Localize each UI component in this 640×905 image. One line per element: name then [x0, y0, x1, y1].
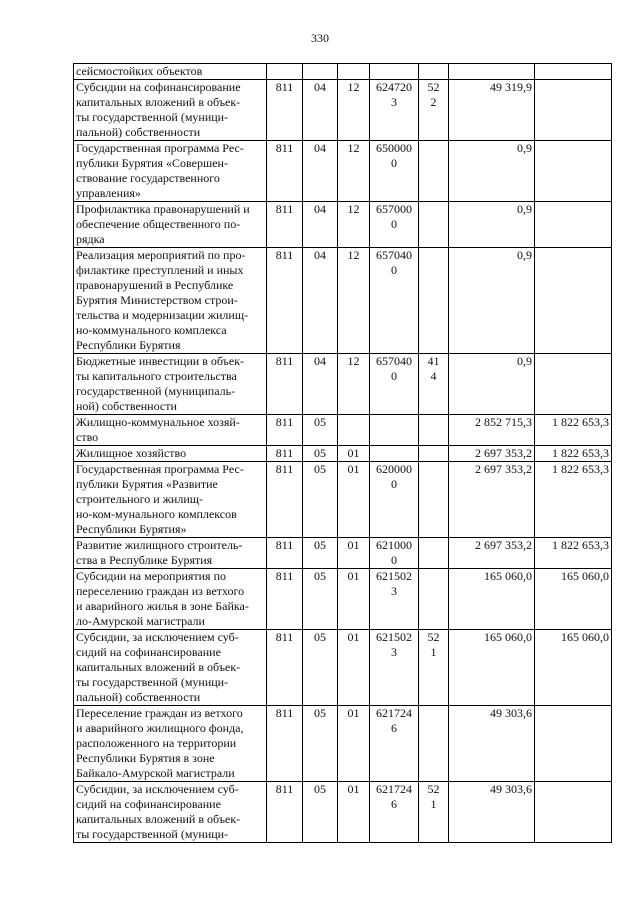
row-name-cell-line: Реализация мероприятий по про- — [76, 248, 246, 262]
row-name-cell-line: переселению граждан из ветхого — [76, 584, 245, 598]
subsection-code-cell: 12 — [338, 354, 370, 415]
row-name-cell-line: Субсидии на мероприятия по — [76, 569, 226, 583]
amount-cell-1: 2 852 715,3 — [449, 415, 535, 446]
expense-type-cell — [419, 354, 449, 415]
table-row — [74, 706, 612, 782]
row-name-cell-line: строительного и жилищ- — [76, 492, 203, 506]
subsection-code-cell: 12 — [338, 141, 370, 202]
target-article-cell-line: 624720 — [376, 80, 412, 94]
row-name-cell — [74, 202, 267, 248]
row-name-cell-line: рядка — [76, 232, 105, 246]
expense-type-cell — [419, 630, 449, 706]
section-code-cell: 04 — [303, 80, 338, 141]
expense-type-cell-line: 41 — [427, 354, 440, 368]
row-name-cell-line: управления» — [76, 186, 141, 200]
target-article-cell — [370, 80, 419, 141]
row-name-cell — [74, 782, 267, 843]
subsection-code-cell: 01 — [338, 706, 370, 782]
expense-type-cell-line: 1 — [430, 645, 437, 659]
row-name-cell — [74, 415, 267, 446]
amount-cell-1: 165 060,0 — [449, 569, 535, 630]
ministry-code-cell: 811 — [267, 354, 303, 415]
target-article-cell-line: 657040 — [376, 354, 412, 368]
row-name-cell-line: Республики Бурятия» — [76, 522, 187, 536]
expense-type-cell — [419, 706, 449, 782]
row-name-cell-line: филактике преступлений и иных — [76, 263, 244, 277]
row-name-cell-line: ство — [76, 430, 99, 444]
expense-type-cell — [419, 415, 449, 446]
row-name-cell-line: и аварийного жилья в зоне Байка- — [76, 599, 249, 613]
row-name-cell-line: ства в Республике Бурятия — [76, 553, 213, 567]
row-name-cell-line: Субсидии, за исключением суб- — [76, 782, 239, 796]
table-row — [74, 141, 612, 202]
amount-cell-1: 2 697 353,2 — [449, 538, 535, 569]
section-code-cell: 04 — [303, 248, 338, 354]
table-row — [74, 446, 612, 462]
expense-type-cell — [419, 80, 449, 141]
ministry-code-cell: 811 — [267, 141, 303, 202]
row-name-cell-line: и аварийного жилищного фонда, — [76, 721, 244, 735]
target-article-cell-line: 620000 — [376, 462, 412, 476]
table-row — [74, 630, 612, 706]
expense-type-cell-line: 4 — [430, 369, 437, 383]
target-article-cell — [370, 462, 419, 538]
row-name-cell-line: Субсидии, за исключением суб- — [76, 630, 239, 644]
expense-type-cell — [419, 462, 449, 538]
amount-cell-1: 165 060,0 — [449, 630, 535, 706]
target-article-cell-line: 3 — [391, 584, 397, 598]
ministry-code-cell: 811 — [267, 446, 303, 462]
target-article-cell — [370, 141, 419, 202]
subsection-code-cell: 12 — [338, 80, 370, 141]
target-article-cell — [370, 354, 419, 415]
row-name-cell-line: ты государственной (муници- — [76, 827, 229, 841]
target-article-cell-line: 621502 — [376, 569, 412, 583]
target-article-cell — [370, 415, 419, 446]
section-code-cell — [303, 64, 338, 80]
target-article-cell-line: 0 — [391, 477, 397, 491]
row-name-cell — [74, 706, 267, 782]
table-row — [74, 538, 612, 569]
expense-type-cell-line: 52 — [427, 80, 440, 94]
subsection-code-cell: 12 — [338, 202, 370, 248]
row-name-cell-line: государственной (муниципаль- — [76, 384, 236, 398]
row-name-cell — [74, 462, 267, 538]
table-row — [74, 248, 612, 354]
ministry-code-cell: 811 — [267, 782, 303, 843]
row-name-cell-line: но-коммунального комплекса — [76, 323, 227, 337]
row-name-cell — [74, 80, 267, 141]
table-row — [74, 462, 612, 538]
target-article-cell-line: 3 — [391, 95, 397, 109]
section-code-cell: 05 — [303, 462, 338, 538]
table-row — [74, 80, 612, 141]
ministry-code-cell: 811 — [267, 462, 303, 538]
ministry-code-cell: 811 — [267, 248, 303, 354]
row-name-cell-line: пальной) собственности — [76, 125, 201, 139]
ministry-code-cell: 811 — [267, 706, 303, 782]
row-name-cell-line: тельства и модернизации жилищ- — [76, 308, 249, 322]
row-name-cell-line: Переселение граждан из ветхого — [76, 706, 243, 720]
subsection-code-cell — [338, 64, 370, 80]
row-name-cell — [74, 446, 267, 462]
ministry-code-cell: 811 — [267, 415, 303, 446]
amount-cell-2 — [535, 202, 612, 248]
row-name-cell-line: правонарушений в Республике — [76, 278, 234, 292]
section-code-cell: 05 — [303, 538, 338, 569]
target-article-cell-line: 621502 — [376, 630, 412, 644]
ministry-code-cell: 811 — [267, 538, 303, 569]
amount-cell-2 — [535, 706, 612, 782]
expense-type-cell-line: 52 — [427, 782, 440, 796]
amount-cell-1: 2 697 353,2 — [449, 462, 535, 538]
row-name-cell-line: ты государственной (муници- — [76, 110, 229, 124]
expense-type-cell — [419, 202, 449, 248]
row-name-cell-line: ты капитального строительства — [76, 369, 237, 383]
target-article-cell-line: 621724 — [376, 706, 412, 720]
amount-cell-2: 1 822 653,3 — [535, 446, 612, 462]
subsection-code-cell: 01 — [338, 782, 370, 843]
amount-cell-1: 49 319,9 — [449, 80, 535, 141]
row-name-cell — [74, 64, 267, 80]
amount-cell-2: 165 060,0 — [535, 569, 612, 630]
row-name-cell-line: ствование государственного — [76, 171, 220, 185]
amount-cell-2 — [535, 782, 612, 843]
subsection-code-cell: 01 — [338, 630, 370, 706]
target-article-cell — [370, 446, 419, 462]
expense-type-cell — [419, 569, 449, 630]
row-name-cell-line: публики Бурятия «Развитие — [76, 477, 218, 491]
row-name-cell-line: Жилищно-коммунальное хозяй- — [76, 415, 240, 429]
section-code-cell: 05 — [303, 630, 338, 706]
target-article-cell-line: 657040 — [376, 248, 412, 262]
row-name-cell-line: Профилактика правонарушений и — [76, 202, 250, 216]
expense-type-cell-line: 52 — [427, 630, 440, 644]
row-name-cell-line: Бурятия Министерством строи- — [76, 293, 238, 307]
target-article-cell-line: 657000 — [376, 202, 412, 216]
row-name-cell-line: сейсмостойких объектов — [76, 64, 203, 78]
row-name-cell-line: ты государственной (муници- — [76, 675, 229, 689]
section-code-cell: 04 — [303, 141, 338, 202]
subsection-code-cell: 01 — [338, 462, 370, 538]
row-name-cell-line: Государственная программа Рес- — [76, 141, 244, 155]
target-article-cell-line: 3 — [391, 645, 397, 659]
amount-cell-1: 0,9 — [449, 354, 535, 415]
amount-cell-1 — [449, 64, 535, 80]
amount-cell-2 — [535, 64, 612, 80]
ministry-code-cell: 811 — [267, 202, 303, 248]
amount-cell-1: 0,9 — [449, 248, 535, 354]
expense-type-cell — [419, 782, 449, 843]
target-article-cell — [370, 569, 419, 630]
row-name-cell-line: Субсидии на софинансирование — [76, 80, 241, 94]
amount-cell-2: 1 822 653,3 — [535, 415, 612, 446]
table-row — [74, 415, 612, 446]
section-code-cell: 05 — [303, 569, 338, 630]
amount-cell-1: 49 303,6 — [449, 782, 535, 843]
ministry-code-cell: 811 — [267, 569, 303, 630]
subsection-code-cell: 01 — [338, 538, 370, 569]
row-name-cell-line: ной) собственности — [76, 399, 177, 413]
table-row — [74, 202, 612, 248]
row-name-cell-line: ло-Амурской магистрали — [76, 614, 205, 628]
subsection-code-cell: 01 — [338, 446, 370, 462]
target-article-cell-line: 6 — [391, 797, 397, 811]
expense-type-cell — [419, 538, 449, 569]
amount-cell-2: 1 822 653,3 — [535, 538, 612, 569]
target-article-cell-line: 0 — [391, 553, 397, 567]
expense-type-cell — [419, 248, 449, 354]
amount-cell-2 — [535, 141, 612, 202]
expense-type-cell — [419, 446, 449, 462]
row-name-cell-line: сидий на софинансирование — [76, 645, 221, 659]
budget-table — [73, 63, 612, 843]
table-row — [74, 569, 612, 630]
target-article-cell-line: 621000 — [376, 538, 412, 552]
amount-cell-2 — [535, 248, 612, 354]
row-name-cell-line: расположенного на территории — [76, 736, 237, 750]
target-article-cell-line: 0 — [391, 263, 397, 277]
row-name-cell — [74, 569, 267, 630]
target-article-cell-line: 0 — [391, 217, 397, 231]
table-row — [74, 782, 612, 843]
amount-cell-2: 1 822 653,3 — [535, 462, 612, 538]
target-article-cell — [370, 782, 419, 843]
ministry-code-cell: 811 — [267, 80, 303, 141]
section-code-cell: 05 — [303, 782, 338, 843]
row-name-cell-line: обеспечение общественного по- — [76, 217, 241, 231]
table-row — [74, 64, 612, 80]
target-article-cell — [370, 538, 419, 569]
row-name-cell-line: сидий на софинансирование — [76, 797, 221, 811]
target-article-cell — [370, 706, 419, 782]
amount-cell-1: 0,9 — [449, 141, 535, 202]
row-name-cell — [74, 538, 267, 569]
expense-type-cell-line: 2 — [430, 95, 437, 109]
row-name-cell-line: Байкало-Амурской магистрали — [76, 766, 235, 780]
target-article-cell — [370, 630, 419, 706]
row-name-cell-line: пальной) собственности — [76, 690, 201, 704]
target-article-cell — [370, 248, 419, 354]
row-name-cell-line: Государственная программа Рес- — [76, 462, 244, 476]
target-article-cell — [370, 64, 419, 80]
ministry-code-cell — [267, 64, 303, 80]
expense-type-cell — [419, 141, 449, 202]
subsection-code-cell — [338, 415, 370, 446]
section-code-cell: 04 — [303, 354, 338, 415]
row-name-cell-line: Республики Бурятия в зоне — [76, 751, 215, 765]
target-article-cell-line: 621724 — [376, 782, 412, 796]
amount-cell-1: 2 697 353,2 — [449, 446, 535, 462]
amount-cell-1: 49 303,6 — [449, 706, 535, 782]
table-row — [74, 354, 612, 415]
row-name-cell — [74, 630, 267, 706]
row-name-cell-line: Республики Бурятия — [76, 338, 181, 352]
subsection-code-cell: 12 — [338, 248, 370, 354]
amount-cell-1: 0,9 — [449, 202, 535, 248]
row-name-cell-line: Жилищное хозяйство — [76, 446, 187, 460]
target-article-cell-line: 650000 — [376, 141, 412, 155]
section-code-cell: 05 — [303, 706, 338, 782]
target-article-cell-line: 0 — [391, 369, 397, 383]
target-article-cell-line: 6 — [391, 721, 397, 735]
row-name-cell — [74, 141, 267, 202]
section-code-cell: 05 — [303, 415, 338, 446]
row-name-cell-line: публики Бурятия «Совершен- — [76, 156, 228, 170]
row-name-cell-line: капитальных вложений в объек- — [76, 660, 241, 674]
ministry-code-cell: 811 — [267, 630, 303, 706]
section-code-cell: 05 — [303, 446, 338, 462]
expense-type-cell — [419, 64, 449, 80]
row-name-cell-line: Бюджетные инвестиции в объек- — [76, 354, 245, 368]
target-article-cell-line: 0 — [391, 156, 397, 170]
page-number: 330 — [311, 31, 329, 45]
expense-type-cell-line: 1 — [430, 797, 437, 811]
row-name-cell — [74, 248, 267, 354]
row-name-cell-line: но-ком-мунального комплексов — [76, 507, 237, 521]
amount-cell-2 — [535, 80, 612, 141]
section-code-cell: 04 — [303, 202, 338, 248]
row-name-cell — [74, 354, 267, 415]
row-name-cell-line: Развитие жилищного строитель- — [76, 538, 243, 552]
amount-cell-2 — [535, 354, 612, 415]
row-name-cell-line: капитальных вложений в объек- — [76, 95, 241, 109]
target-article-cell — [370, 202, 419, 248]
amount-cell-2: 165 060,0 — [535, 630, 612, 706]
row-name-cell-line: капитальных вложений в объек- — [76, 812, 241, 826]
subsection-code-cell: 01 — [338, 569, 370, 630]
